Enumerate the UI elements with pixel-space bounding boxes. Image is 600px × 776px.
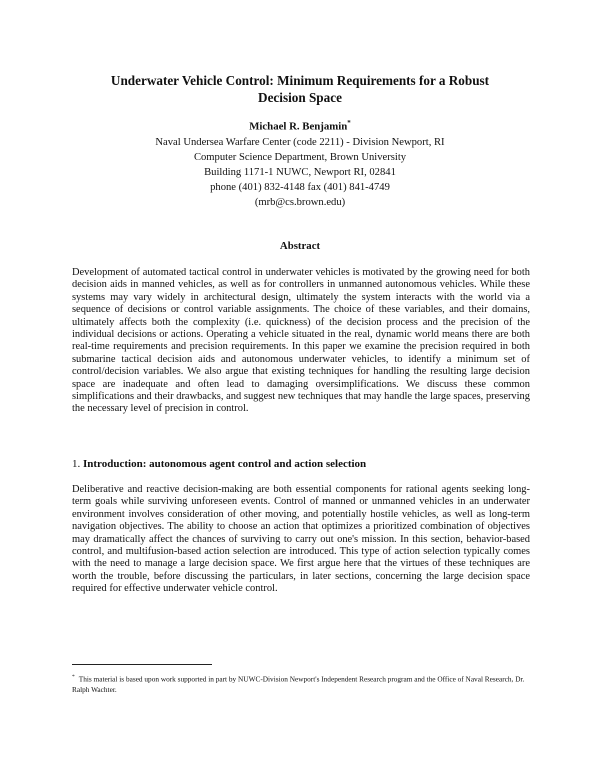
section-heading bbox=[72, 458, 366, 470]
footnote-text: This material is based upon work supported in part by NUWC-Division Newport's Independent Research program and the Office of Naval Research, Dr. Ralph Wachter. bbox=[72, 674, 525, 695]
paper-title bbox=[60, 72, 540, 106]
author-footnote-mark: * bbox=[347, 119, 351, 127]
section-number: 1. bbox=[72, 458, 81, 470]
title-line-1: Underwater Vehicle Control: Minimum Requirements for a Robust bbox=[110, 73, 490, 88]
title-line-2: Decision Space bbox=[258, 90, 342, 105]
footnote-mark: * bbox=[72, 674, 75, 680]
section-title: Introduction: autonomous agent control and action selection bbox=[83, 458, 367, 470]
footnote bbox=[72, 672, 530, 695]
affiliation-line: Building 1171-1 NUWC, Newport RI, 02841 bbox=[204, 166, 396, 178]
affiliation-line: Computer Science Department, Brown University bbox=[193, 151, 407, 163]
affiliation-line: phone (401) 832-4148 fax (401) 841-4749 bbox=[210, 181, 390, 193]
author-block bbox=[60, 116, 540, 210]
author-name-line bbox=[60, 116, 540, 135]
author-name: Michael R. Benjamin bbox=[249, 120, 348, 133]
introduction-text: Deliberative and reactive decision-making are both essential components for rational agents seeking long-term goals while surviving unforeseen events. Control of manned or unmanned vehicles in an underwater environment involves consideration of other moving, and potentially hostile vehicles, as well as long-term navigation objectives. The ability to choose an action that optimizes a prioritized combination of objectives may dramatically affect the chances of surviving to carry out one's mission. In this section, behavior-based control, and multifusion-based action selection are introduced. This type of action selection typically comes with the need to manage a large decision space. We first argue here that the virtues of these techniques are worth the trouble, before discussing the particulars, in later sections, concerning the large decision space required for effective underwater vehicle control. bbox=[72, 484, 530, 595]
abstract-heading: Abstract bbox=[279, 240, 321, 252]
abstract-text: Development of automated tactical control in underwater vehicles is motivated by the growing need for both decision aids in manned vehicles, as well as for controllers in unmanned autonomous vehicles. While these systems may vary widely in architectural design, ultimately the system interacts with the world via a sequence of decisions or control variable assignments. The choice of these variables, and their domains, ultimately affects both the complexity (i.e. quickness) of the decision process and the precision of the individual decisions or actions. Operating a vehicle situated in the real, dynamic world means there are both real-time requirements and precision requirements. In this paper we examine the precision required in both submarine tactical decision aids and autonomous underwater vehicles, to identify a minimum set of control/decision variables. We also argue that existing techniques for handling the resulting large decision space are inadequate and often lead to damaging oversimplifications. We discuss these common simplifications and their drawbacks, and suggest new techniques that may handle the large spaces, preserving the necessary level of precision in control. bbox=[72, 267, 530, 415]
footnote-divider bbox=[72, 664, 212, 665]
affiliation-line: Naval Undersea Warfare Center (code 2211) - Division Newport, RI bbox=[155, 136, 445, 148]
author-email[interactable]: (mrb@cs.brown.edu) bbox=[254, 196, 346, 208]
